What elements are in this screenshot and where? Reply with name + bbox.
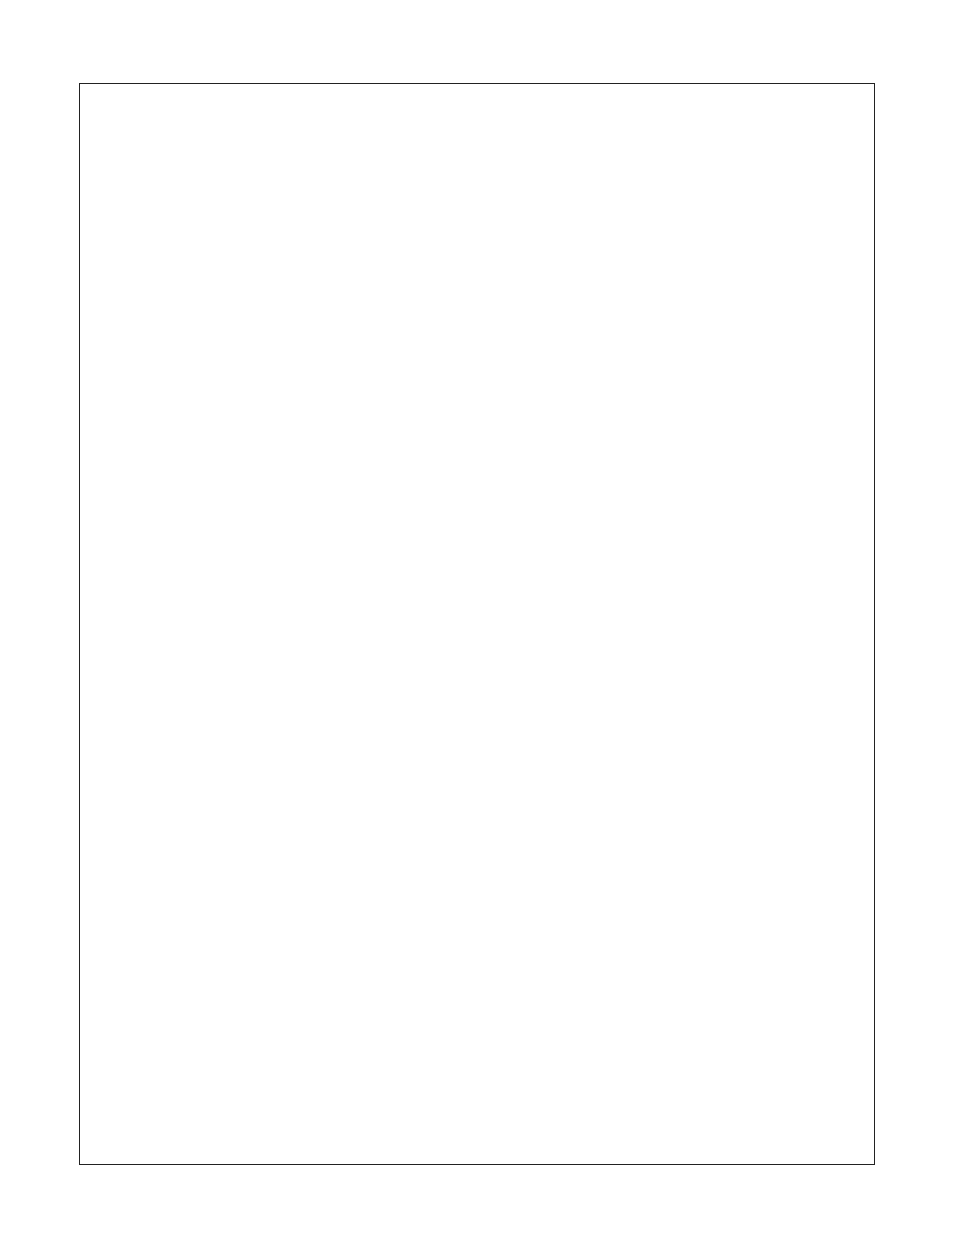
parts-grid xyxy=(79,83,875,1165)
